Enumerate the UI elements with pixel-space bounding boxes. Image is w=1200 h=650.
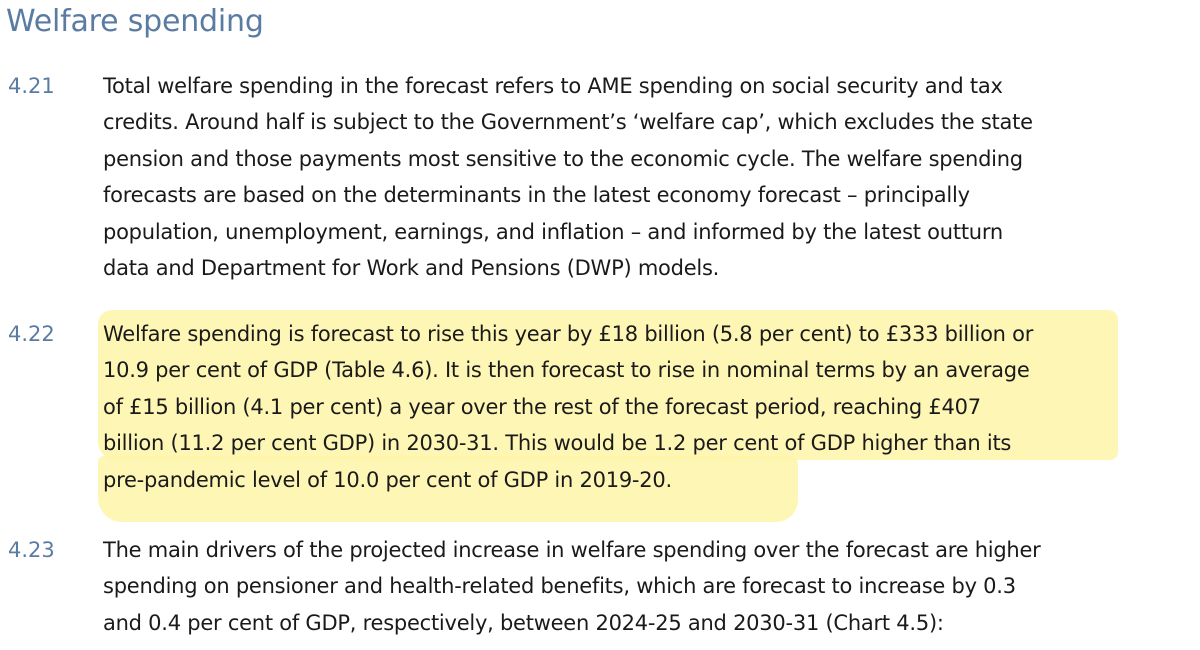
paragraph-text [103,532,1163,641]
paragraph-number: 4.23 [8,538,55,562]
text-line: pre-pandemic level of 10.0 per cent of GDP in 2019-20. [103,467,672,492]
paragraph-number: 4.21 [8,74,55,98]
text-line: credits. Around half is subject to the Government’s ‘welfare cap’, which excludes the state [103,110,1033,135]
text-line: 10.9 per cent of GDP (Table 4.6). It is then forecast to rise in nominal terms by an average [103,358,1030,383]
text-line: pension and those payments most sensitive to the economic cycle. The welfare spending [103,146,1023,171]
text-line: The main drivers of the projected increase in welfare spending over the forecast are higher [103,538,1041,562]
text-line: forecasts are based on the determinants in the latest economy forecast – principally [103,183,970,208]
paragraph-number: 4.22 [8,322,55,346]
section-title: Welfare spending [6,4,264,39]
text-line: population, unemployment, earnings, and inflation – and informed by the latest outturn [103,219,1003,244]
text-line: data and Department for Work and Pensions (DWP) models. [103,256,720,281]
text-line: spending on pensioner and health-related benefits, which are forecast to increase by 0.3 [103,574,1016,599]
text-line: Total welfare spending in the forecast refers to AME spending on social security and tax [103,74,1003,98]
text-line: of £15 billion (4.1 per cent) a year over the rest of the forecast period, reaching £407 [103,394,981,419]
paragraph-text [103,316,1163,498]
text-line: Welfare spending is forecast to rise this year by £18 billion (5.8 per cent) to £333 billion or [103,322,1034,346]
paragraph-text [103,68,1163,286]
text-line: and 0.4 per cent of GDP, respectively, between 2024-25 and 2030-31 (Chart 4.5): [103,610,944,635]
text-line: billion (11.2 per cent GDP) in 2030-31. This would be 1.2 per cent of GDP higher than its [103,431,1012,456]
